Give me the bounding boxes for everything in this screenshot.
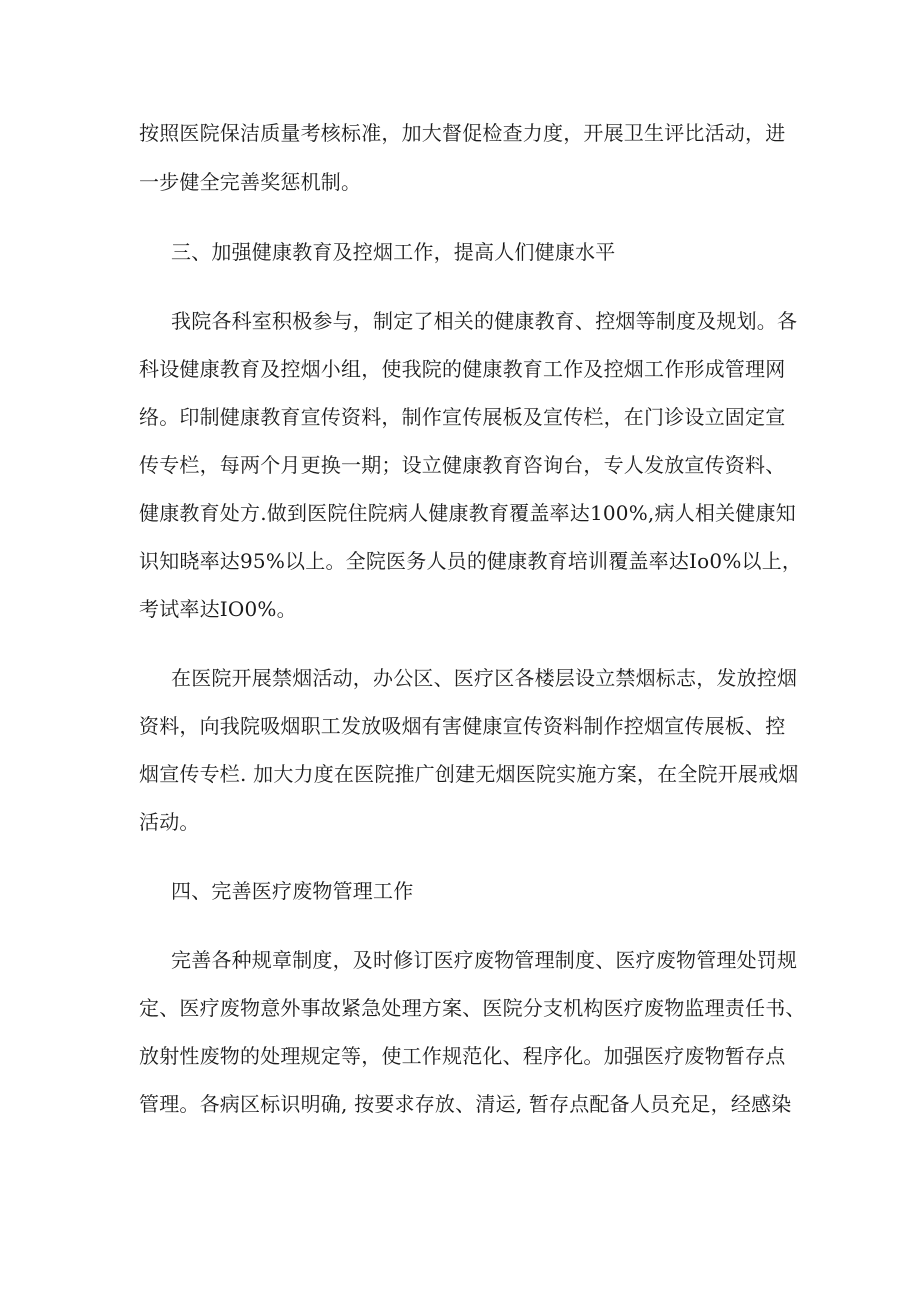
paragraph-line: 健康教育处方.做到医院住院病人健康教育覆盖率达100%,病人相关健康知 — [139, 501, 796, 525]
paragraph-line: 考试率达IO0%。 — [139, 597, 297, 621]
paragraph-line: 络。印制健康教育宣传资料，制作宣传展板及宣传栏，在门诊设立固定宣 — [139, 405, 786, 429]
paragraph-line: 管理。各病区标识明确, 按要求存放、清运, 暂存点配备人员充足，经感染 — [139, 1092, 792, 1116]
paragraph-line: 完善各种规章制度，及时修订医疗废物管理制度、医疗废物管理处罚规 — [171, 948, 798, 972]
paragraph-line: 我院各科室积极参与，制定了相关的健康教育、控烟等制度及规划。各 — [171, 309, 798, 333]
paragraph-line: 定、医疗废物意外事故紧急处理方案、医院分支机构医疗废物监理责任书、 — [139, 996, 806, 1020]
paragraph-line: 识知晓率达95%以上。全院医务人员的健康教育培训覆盖率达Io0%以上， — [139, 549, 803, 573]
paragraph-line: 传专栏，每两个月更换一期；设立健康教育咨询台，专人发放宣传资料、 — [139, 453, 786, 477]
section-heading-3: 三、加强健康教育及控烟工作，提高人们健康水平 — [171, 240, 616, 264]
paragraph-line: 资料，向我院吸烟职工发放吸烟有害健康宣传资料制作控烟宣传展板、控 — [139, 714, 786, 738]
paragraph-line: 一步健全完善奖惩机制。 — [139, 170, 362, 194]
paragraph-line: 在医院开展禁烟活动，办公区、医疗区各楼层设立禁烟标志，发放控烟 — [171, 666, 798, 690]
paragraph-line: 科设健康教育及控烟小组，使我院的健康教育工作及控烟工作形成管理网 — [139, 357, 786, 381]
paragraph-line: 按照医院保洁质量考核标准，加大督促检查力度，开展卫生评比活动，进 — [139, 121, 786, 145]
paragraph-line: 活动。 — [139, 810, 200, 834]
section-heading-4: 四、完善医疗废物管理工作 — [171, 879, 414, 903]
paragraph-line: 放射性废物的处理规定等，使工作规范化、程序化。加强医疗废物暂存点 — [139, 1044, 786, 1068]
paragraph-line: 烟宣传专栏. 加大力度在医院推广创建无烟医院实施方案，在全院开展戒烟 — [139, 762, 799, 786]
